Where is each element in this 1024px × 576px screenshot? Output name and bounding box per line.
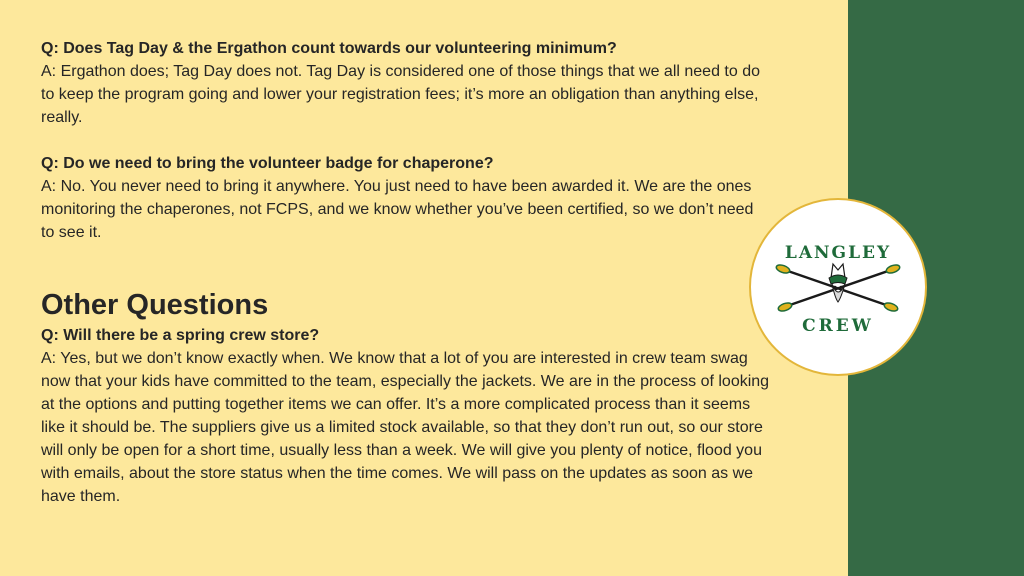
faq-question-2: Q: Do we need to bring the volunteer badge for chaperone?	[41, 155, 494, 172]
logo-top-text: LANGLEY	[784, 243, 892, 263]
langley-crew-logo	[749, 198, 927, 376]
faq-question-1: Q: Does Tag Day & the Ergathon count towards our volunteering minimum?	[41, 40, 617, 57]
faq-content	[41, 37, 771, 508]
faq-answer-1: A: Ergathon does; Tag Day does not. Tag Day is considered one of those things that we all need to do to keep the program going and lower your registration fees; it’s more an obligation than anything else, really.	[41, 63, 760, 126]
faq-answer-2: A: No. You never need to bring it anywhere. You just need to have been awarded it. We are the ones monitoring the chaperones, not FCPS, and we know whether you’ve been certified, so we don’t need to see it.	[41, 178, 754, 241]
logo-bottom-text: CREW	[802, 316, 874, 334]
other-question: Q: Will there be a spring crew store?	[41, 327, 320, 344]
spacer	[41, 129, 771, 152]
crossed-oars-viking-icon	[775, 240, 901, 334]
section-heading: Other Questions	[41, 289, 269, 321]
other-answer: A: Yes, but we don’t know exactly when. We know that a lot of you are interested in crew team swag now that your kids have committed to the team, especially the jackets. We are in the process of looking at the options and putting together items we can offer. It’s a more complicated process than it seems like it should be. The suppliers give us a limited stock available, so that they don’t run out, so our store will only be open for a short time, usually less than a week. We will give you plenty of notice, flood you with emails, about the store status when the time comes. We will pass on the updates as soon as we have them.	[41, 350, 770, 505]
spacer	[41, 244, 771, 288]
